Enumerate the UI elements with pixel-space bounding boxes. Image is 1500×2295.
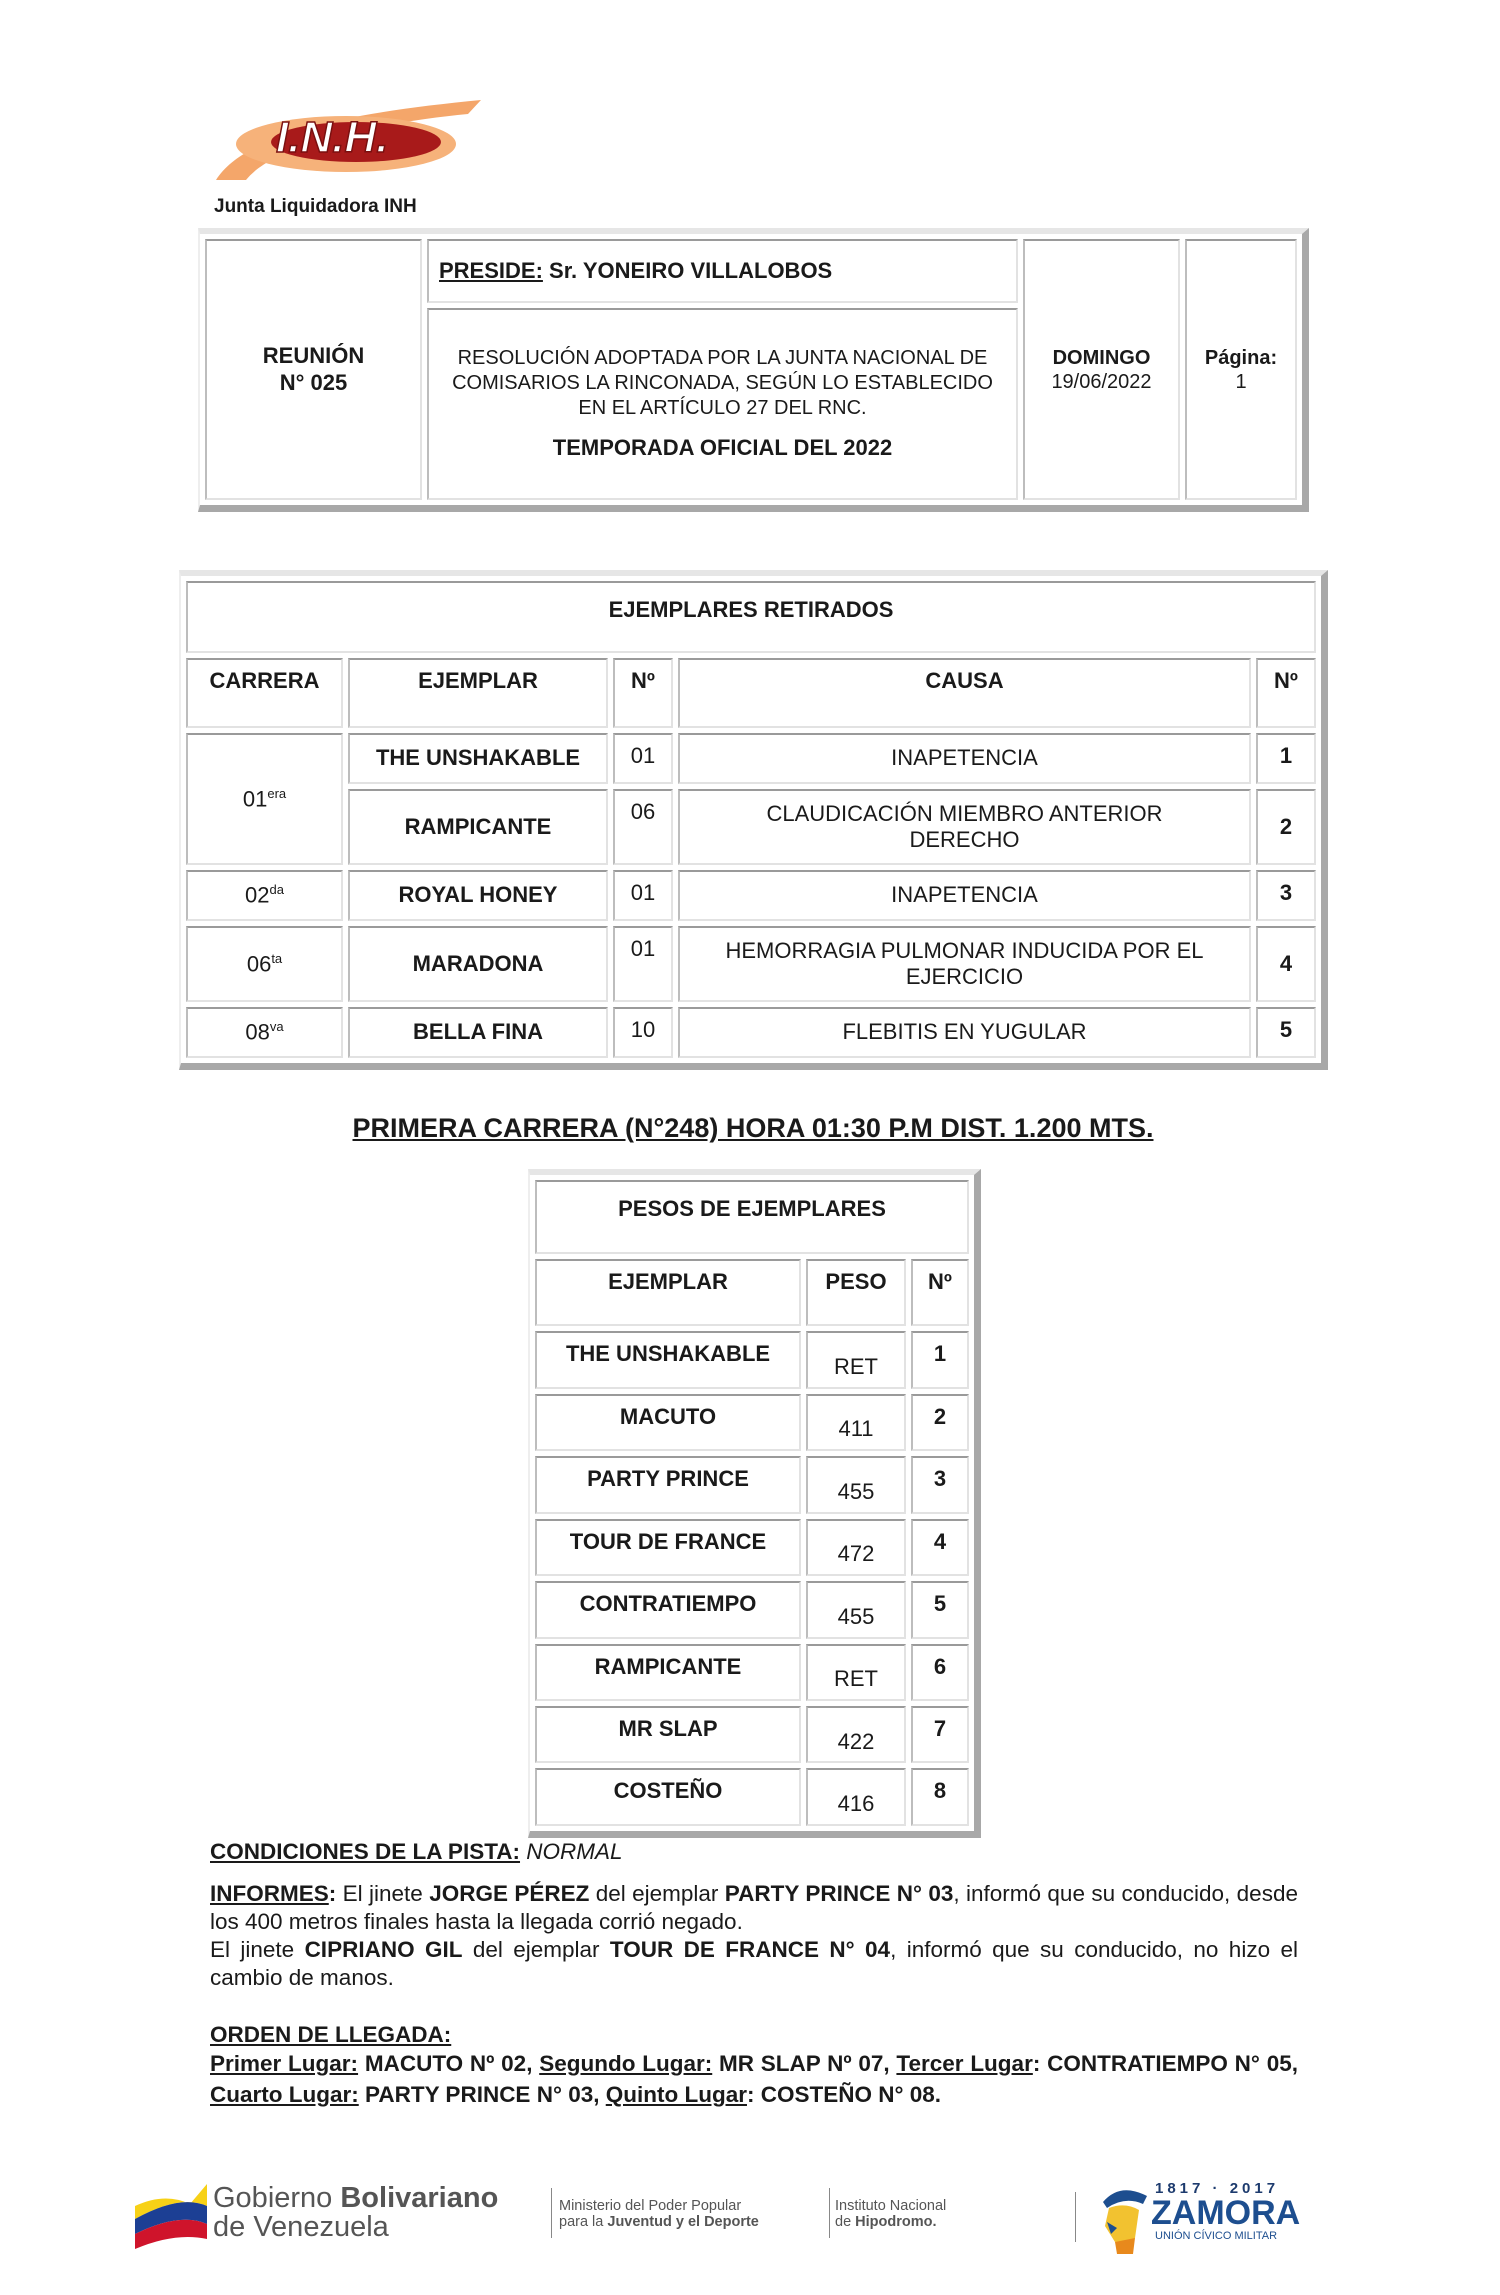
page-cell: [1185, 239, 1297, 500]
venezuela-flag-icon: [135, 2184, 210, 2249]
resolution-text: RESOLUCIÓN ADOPTADA POR LA JUNTA NACIONAL DE COMISARIOS LA RINCONADA, SEGÚN LO ESTABLECIDO EN EL ARTÍCULO 27 DEL RNC.: [452, 347, 993, 420]
causa: INAPETENCIA: [678, 733, 1251, 784]
inh-logo-icon: [206, 92, 486, 187]
zamora-portrait-icon: [1095, 2182, 1155, 2254]
ejemplar: MARADONA: [348, 926, 608, 1002]
day: DOMINGO: [1052, 346, 1151, 369]
table-row: [186, 1007, 1316, 1058]
ejemplar: ROYAL HONEY: [348, 870, 608, 921]
causa: CLAUDICACIÓN MIEMBRO ANTERIOR DERECHO: [678, 789, 1251, 865]
peso: 472: [806, 1519, 906, 1576]
table-row: [186, 789, 1316, 865]
n: 2: [1256, 789, 1316, 865]
peso: 455: [806, 1456, 906, 1513]
page-label: Página:: [1204, 346, 1278, 369]
peso: RET: [806, 1331, 906, 1388]
col-ejemplar: EJEMPLAR: [535, 1259, 801, 1327]
date-cell: [1023, 239, 1180, 500]
race-title: PRIMERA CARRERA (N°248) HORA 01:30 P.M DIST. 1.200 MTS.: [352, 1113, 1154, 1143]
ministerio: Ministerio del Poder Popular para la Juventud y el Deporte: [559, 2198, 759, 2230]
date: 19/06/2022: [1051, 370, 1152, 393]
retired-title: EJEMPLARES RETIRADOS: [186, 581, 1316, 653]
zamora-sub: UNIÓN CÍVICO MILITAR: [1155, 2230, 1278, 2242]
col-ejemplar: EJEMPLAR: [348, 658, 608, 728]
table-row: [186, 926, 1316, 1002]
table-row: [186, 870, 1316, 921]
peso: 455: [806, 1581, 906, 1638]
instituto: Instituto Nacional de Hipodromo.: [835, 2198, 947, 2230]
reunion-cell: [205, 239, 422, 500]
n: 5: [1256, 1007, 1316, 1058]
table-row: [535, 1581, 969, 1638]
carrera: $02^{da}$: [186, 870, 343, 921]
weights-table: [530, 1175, 974, 1831]
conditions-value: NORMAL: [520, 1839, 623, 1864]
causa: FLEBITIS EN YUGULAR: [678, 1007, 1251, 1058]
carrera: $06^{ta}$: [186, 926, 343, 1002]
weights-title: PESOS DE EJEMPLARES: [535, 1180, 969, 1254]
season: TEMPORADA OFICIAL DEL 2022: [552, 435, 893, 461]
num: 01: [613, 870, 673, 921]
informes: [210, 1880, 1298, 1992]
ejemplar: RAMPICANTE: [535, 1644, 801, 1701]
ejemplar: CONTRATIEMPO: [535, 1581, 801, 1638]
ejemplar: MR SLAP: [535, 1706, 801, 1763]
inh-logo: [206, 92, 486, 217]
col-peso: PESO: [806, 1259, 906, 1327]
retired-table-box: [179, 570, 1328, 1070]
zamora-logo: ZAMORA: [1151, 2194, 1301, 2232]
causa: INAPETENCIA: [678, 870, 1251, 921]
table-row: [535, 1394, 969, 1451]
col-carrera: CARRERA: [186, 658, 343, 728]
conditions-label: CONDICIONES DE LA PISTA:: [210, 1839, 521, 1864]
ejemplar: TOUR DE FRANCE: [535, 1519, 801, 1576]
informe-2: El jinete CIPRIANO GIL del ejemplar TOUR DE FRANCE N° 04, informó que su conducido, no hizo el cambio de manos.: [210, 1937, 1298, 1990]
n: 6: [911, 1644, 969, 1701]
ejemplar: BELLA FINA: [348, 1007, 608, 1058]
n: 8: [911, 1768, 969, 1826]
num: 10: [613, 1007, 673, 1058]
orden-llegada: [210, 2022, 1298, 2110]
table-row: [535, 1456, 969, 1513]
ejemplar: RAMPICANTE: [348, 789, 608, 865]
ejemplar: MACUTO: [535, 1394, 801, 1451]
table-row: [535, 1644, 969, 1701]
peso: RET: [806, 1644, 906, 1701]
weights-table-box: [528, 1169, 981, 1838]
col-n: Nº: [911, 1259, 969, 1327]
col-n: Nº: [1256, 658, 1316, 728]
retired-table: [181, 576, 1321, 1063]
ejemplar: THE UNSHAKABLE: [535, 1331, 801, 1388]
ejemplar: COSTEÑO: [535, 1768, 801, 1826]
footer: [135, 2180, 1315, 2260]
ejemplar: THE UNSHAKABLE: [348, 733, 608, 784]
preside-cell: [427, 239, 1018, 303]
orden-list: Primer Lugar: MACUTO Nº 02, Segundo Lugar: MR SLAP Nº 07, Tercer Lugar: CONTRATIEMPO N° 05, Cuarto Lugar: PARTY PRINCE N° 03, Quinto Lugar: COSTEÑO N° 08.: [210, 2051, 1298, 2107]
table-row: [186, 733, 1316, 784]
preside-label: PRESIDE:: [439, 257, 543, 283]
peso: 416: [806, 1768, 906, 1826]
num: 01: [613, 733, 673, 784]
informe-1: INFORMES: El jinete JORGE PÉREZ del ejemplar PARTY PRINCE N° 03, informó que su conducido, desde los 400 metros finales hasta la llegada corrió negado.: [210, 1881, 1298, 1934]
table-row: [535, 1331, 969, 1388]
table-row: [535, 1706, 969, 1763]
page-number: 1: [1235, 370, 1247, 393]
n: 2: [911, 1394, 969, 1451]
col-causa: CAUSA: [678, 658, 1251, 728]
n: 4: [1256, 926, 1316, 1002]
reunion-number: N° 025: [279, 369, 348, 395]
n: 3: [1256, 870, 1316, 921]
table-row: [535, 1519, 969, 1576]
gobierno-logo: Gobierno Bolivariano de Venezuela: [213, 2182, 499, 2243]
preside-name: Sr. YONEIRO VILLALOBOS: [542, 257, 833, 283]
n: 4: [911, 1519, 969, 1576]
reunion-label: REUNIÓN: [262, 343, 365, 369]
n: 5: [911, 1581, 969, 1638]
peso: 422: [806, 1706, 906, 1763]
causa: HEMORRAGIA PULMONAR INDUCIDA POR EL EJERCICIO: [678, 926, 1251, 1002]
carrera: $08^{va}$: [186, 1007, 343, 1058]
n: 1: [1256, 733, 1316, 784]
header-box: [198, 228, 1309, 512]
n: 7: [911, 1706, 969, 1763]
carrera: $01^{era}$: [186, 733, 343, 865]
zamora-years: 1817 · 2017: [1155, 2180, 1280, 2197]
num: 01: [613, 926, 673, 1002]
peso: 411: [806, 1394, 906, 1451]
resolution-cell: [427, 308, 1018, 500]
logo-caption: Junta Liquidadora INH: [214, 196, 417, 217]
n: 3: [911, 1456, 969, 1513]
orden-label: ORDEN DE LLEGADA:: [210, 2022, 452, 2047]
svg-text:I.N.H.: I.N.H.: [276, 113, 389, 162]
ejemplar: PARTY PRINCE: [535, 1456, 801, 1513]
num: 06: [613, 789, 673, 865]
col-num: Nº: [613, 658, 673, 728]
table-row: [535, 1768, 969, 1826]
track-conditions: [210, 1838, 1298, 1866]
n: 1: [911, 1331, 969, 1388]
